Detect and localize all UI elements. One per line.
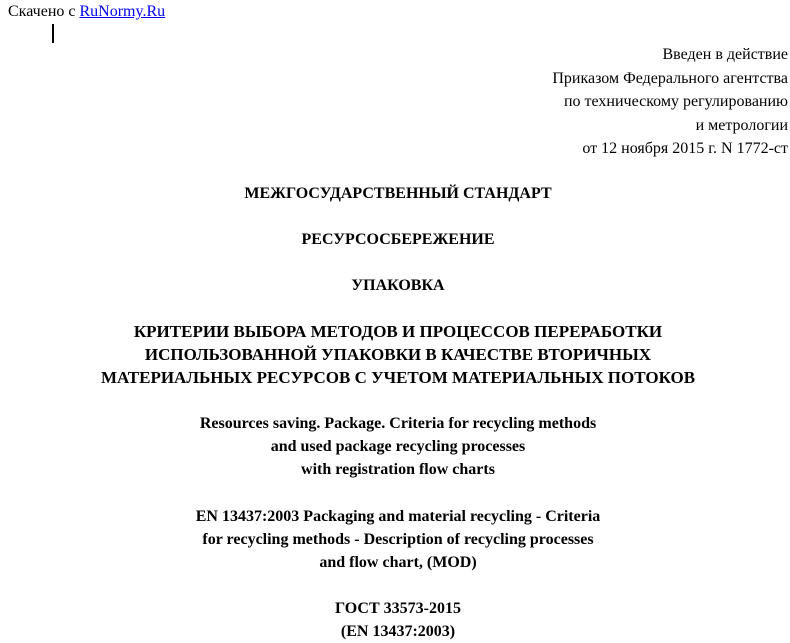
title-part3-line: ИСПОЛЬЗОВАННОЙ УПАКОВКИ В КАЧЕСТВЕ ВТОРИЧНЫХ <box>144 345 652 364</box>
designation-code: ГОСТ 33573-2015 <box>335 600 461 617</box>
introduction-line: и метрологии <box>695 116 788 134</box>
text-cursor <box>52 24 54 43</box>
reference-standard-line: and flow chart, (MOD) <box>319 554 477 571</box>
title-part3 <box>0 320 790 389</box>
title-part2-text: УПАКОВКА <box>351 277 445 294</box>
title-part1-text: РЕСУРСОСБЕРЕЖЕНИЕ <box>301 231 495 248</box>
introduction-block <box>552 43 788 161</box>
reference-standard-line: for recycling methods - Description of recycling processes <box>202 531 594 548</box>
introduction-line: Приказом Федерального агентства <box>552 69 788 87</box>
title-part1 <box>0 228 790 251</box>
source-line <box>8 2 165 21</box>
standard-type <box>0 182 790 205</box>
english-title-line: and used package recycling processes <box>270 438 526 455</box>
standard-type-text: МЕЖГОСУДАРСТВЕННЫЙ СТАНДАРТ <box>244 185 552 202</box>
designation <box>0 597 790 643</box>
designation-equivalent: (EN 13437:2003) <box>340 623 456 640</box>
introduction-line: Введен в действие <box>662 46 788 63</box>
source-prefix: Скачено с <box>8 3 80 20</box>
introduction-line: по техническому регулированию <box>563 93 788 111</box>
introduction-line: от 12 ноября 2015 г. N 1772-ст <box>582 140 788 158</box>
reference-standard-line: EN 13437:2003 Packaging and material recycling - Criteria <box>195 508 601 525</box>
english-title-line: with registration flow charts <box>301 461 495 478</box>
reference-standard <box>0 505 790 574</box>
title-part3-line: КРИТЕРИИ ВЫБОРА МЕТОДОВ И ПРОЦЕССОВ ПЕРЕРАБОТКИ <box>133 322 663 341</box>
title-part3-line: МАТЕРИАЛЬНЫХ РЕСУРСОВ С УЧЕТОМ МАТЕРИАЛЬНЫХ ПОТОКОВ <box>100 368 696 387</box>
english-title <box>0 412 790 481</box>
source-link[interactable]: RuNormy.Ru <box>79 3 166 20</box>
english-title-line: Resources saving. Package. Criteria for recycling methods <box>199 415 597 432</box>
title-part2 <box>0 274 790 297</box>
